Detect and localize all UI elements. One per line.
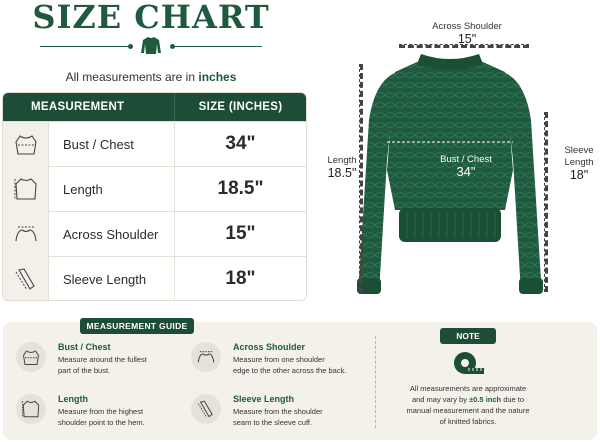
note-text-fragment: and may vary by bbox=[411, 395, 467, 404]
row-label: Length bbox=[63, 181, 103, 197]
length-annotation bbox=[322, 155, 362, 179]
sleeve-annotation bbox=[558, 145, 600, 181]
table-header bbox=[3, 93, 306, 121]
note-tolerance: ±0.5 inch bbox=[469, 395, 502, 404]
bust-icon bbox=[16, 342, 46, 372]
guide-desc-line: Measure around the fullest bbox=[58, 355, 147, 364]
annotation-value: 18.5" bbox=[327, 166, 357, 180]
length-icon bbox=[16, 394, 46, 424]
table-row bbox=[3, 256, 306, 301]
title-divider-right bbox=[172, 46, 262, 47]
note-body bbox=[395, 383, 541, 427]
guide-divider bbox=[375, 336, 376, 428]
guide-item-description bbox=[233, 406, 373, 428]
column-header-measurement: MEASUREMENT bbox=[3, 93, 175, 121]
table-row bbox=[3, 166, 306, 211]
divider-dot bbox=[128, 44, 133, 49]
annotation-value: 18" bbox=[569, 168, 589, 182]
shoulder-measure-line bbox=[399, 44, 529, 48]
guide-desc-line: Measure from the highest bbox=[58, 407, 144, 416]
column-header-size: SIZE (INCHES) bbox=[198, 101, 283, 113]
shoulder-icon bbox=[3, 212, 49, 257]
annotation-label: Bust / Chest bbox=[440, 154, 492, 165]
bust-annotation bbox=[426, 154, 506, 178]
guide-item-description bbox=[233, 354, 383, 376]
across-shoulder-annotation bbox=[424, 21, 510, 45]
guide-item-title: Length bbox=[58, 394, 88, 404]
row-label: Across Shoulder bbox=[63, 226, 159, 242]
row-value: 18.5" bbox=[217, 178, 264, 199]
sleeve-measure-line bbox=[544, 112, 548, 292]
annotation-value: 15" bbox=[457, 32, 477, 46]
sweater-icon bbox=[140, 36, 162, 56]
row-value: 18" bbox=[225, 268, 256, 289]
note-line: All measurements are approximate bbox=[409, 384, 527, 393]
note-text-fragment: due to bbox=[503, 395, 525, 404]
row-label: Sleeve Length bbox=[63, 271, 147, 287]
units-note bbox=[0, 70, 302, 84]
shoulder-icon bbox=[191, 342, 221, 372]
annotation-value: 34" bbox=[456, 164, 476, 179]
guide-desc-line: edge to the other across the back. bbox=[233, 366, 347, 375]
guide-item-title: Bust / Chest bbox=[58, 342, 111, 352]
guide-desc-line: seam to the sleeve cuff. bbox=[233, 418, 313, 427]
title-divider-left bbox=[40, 46, 130, 47]
units-note-unit: inches bbox=[198, 70, 237, 84]
annotation-label: Sleeve bbox=[564, 145, 594, 156]
note-title: NOTE bbox=[440, 328, 496, 344]
annotation-label: Length bbox=[327, 155, 357, 166]
guide-item-description bbox=[58, 354, 198, 376]
guide-desc-line: Measure from one shoulder bbox=[233, 355, 325, 364]
sleeve-icon bbox=[191, 394, 221, 424]
page-title: SIZE CHART bbox=[32, 0, 270, 36]
row-label: Bust / Chest bbox=[63, 136, 134, 152]
row-value: 15" bbox=[225, 223, 256, 244]
length-measure-line bbox=[359, 64, 363, 294]
measurement-guide-title: MEASUREMENT GUIDE bbox=[80, 318, 194, 334]
size-table bbox=[2, 92, 307, 301]
annotation-label: Across Shoulder bbox=[432, 21, 502, 32]
note-line: of knitted fabrics. bbox=[439, 417, 497, 426]
note-line: manual measurement and the nature bbox=[406, 406, 530, 415]
guide-item-description bbox=[58, 406, 198, 428]
guide-item-title: Sleeve Length bbox=[233, 394, 295, 404]
bust-icon bbox=[3, 122, 49, 167]
guide-item-title: Across Shoulder bbox=[233, 342, 306, 352]
note-line bbox=[395, 394, 541, 405]
sleeve-icon bbox=[3, 257, 49, 302]
table-row bbox=[3, 121, 306, 166]
units-note-text: All measurements are in bbox=[65, 70, 196, 84]
length-icon bbox=[3, 167, 49, 212]
table-row bbox=[3, 211, 306, 256]
row-value: 34" bbox=[225, 133, 256, 154]
tape-measure-icon bbox=[451, 349, 485, 377]
guide-desc-line: shoulder point to the hem. bbox=[58, 418, 145, 427]
annotation-label: Length bbox=[564, 157, 594, 168]
guide-desc-line: part of the bust. bbox=[58, 366, 111, 375]
guide-desc-line: Measure from the shoulder bbox=[233, 407, 323, 416]
